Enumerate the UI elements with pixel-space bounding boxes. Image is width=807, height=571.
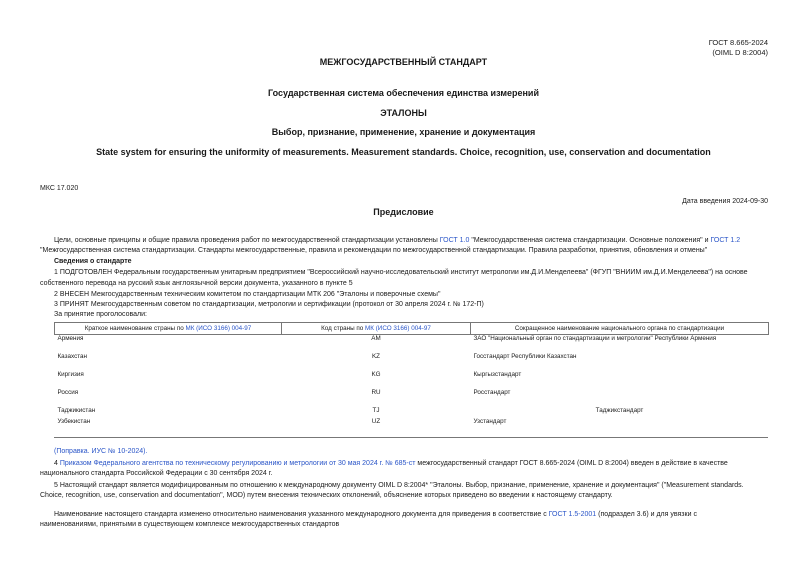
body-cell: Госстандарт Республики Казахстан (473, 353, 577, 360)
body-cell: Узстандарт (473, 418, 507, 425)
mks-code: МКС 17.020 (40, 185, 79, 192)
item2: 2 ВНЕСЕН Межгосударственным техническим комитетом по стандартизации МТК 206 "Эталоны и поверочные схемы" (54, 291, 441, 298)
main-title: МЕЖГОСУДАРСТВЕННЫЙ СТАНДАРТ (319, 57, 488, 67)
preface-goals-line1 (54, 236, 740, 246)
code-cell: AM (371, 335, 381, 342)
code-cell: RU (371, 389, 381, 396)
code-cell: TJ (372, 407, 380, 414)
country-cell: Киргизия (57, 371, 84, 378)
preface-title: Предисловие (373, 207, 434, 217)
order-link[interactable]: Приказом Федерального агентства по техническому регулированию и метрологии от 30 мая 2024 г. № 685-ст (59, 460, 416, 467)
amendment-link[interactable]: (Поправка. ИУС № 10-2024). (54, 448, 148, 455)
item5-line1: 5 Настоящий стандарт является модифицированным по отношению к международному документу OIML D 8:2004* "Эталоны. Выбор, признание, применение, хранение и документация" ("Measurement standards. (54, 482, 744, 489)
gost-1-2-link[interactable]: ГОСТ 1.2 (710, 237, 741, 244)
gost-1-0-link[interactable]: ГОСТ 1.0 (439, 237, 470, 244)
country-cell: Казахстан (57, 353, 88, 360)
item1-line2: собственного перевода на русский язык англоязычной версии документа, указанного в пункте 5 (40, 280, 353, 287)
item4-line1 (54, 459, 728, 469)
voting-countries-table (54, 322, 769, 429)
voted-label: За принятие проголосовали: (54, 311, 147, 318)
col-country-text: Краткое наименование страны по (84, 325, 186, 332)
mk-iso-link-2[interactable]: МК (ИСО 3166) 004-97 (365, 325, 431, 332)
country-cell: Россия (57, 389, 79, 396)
subtitle-ru: Выбор, признание, применение, хранение и документация (271, 127, 536, 137)
body-cell: Росстандарт (473, 389, 511, 396)
mk-iso-link-1[interactable]: МК (ИСО 3166) 004-97 (185, 325, 252, 332)
table-bottom-border (54, 437, 768, 438)
doc-oiml: (OIML D 8:2004) (712, 48, 768, 57)
subtitle-en: State system for ensuring the uniformity of measurements. Measurement standards. Choice, recognition, use, conservation and documentation (96, 147, 711, 157)
country-cell: Узбекистан (57, 418, 91, 425)
item3: 3 ПРИНЯТ Межгосударственным советом по стандартизации, метрологии и сертификации (протокол от 30 апреля 2024 г. № 172-П) (54, 301, 484, 308)
table-row (55, 371, 769, 389)
doc-number: ГОСТ 8.665-2024 (708, 38, 768, 47)
country-cell: Таджикистан (57, 407, 96, 414)
table-row (55, 389, 769, 407)
code-cell: KZ (371, 353, 381, 360)
item1-line1: 1 ПОДГОТОВЛЕН Федеральным государственным унитарным предприятием "Всероссийский научно-исследовательский институт метрологии им.Д.И.Менделеева" (ФГУП "ВНИИМ им.Д.И.Менделеева") на основе (54, 269, 748, 276)
preface-goals-line2: "Межгосударственная система стандартизации. Стандарты межгосударственные, правила и рекомендации по межгосударственной стандартизации. Правила разработки, принятия, обновления и отмены" (40, 247, 708, 254)
system-title: Государственная система обеспечения единства измерений (268, 88, 539, 98)
table-row (55, 335, 769, 354)
col-code-text: Код страны по (321, 325, 366, 332)
name-note-text-2: (подраздел 3.6) и для увязки с (596, 511, 697, 518)
about-standard-title: Сведения о стандарте (54, 258, 132, 265)
intro-date: Дата введения 2024-09-30 (682, 198, 768, 205)
subject-title: ЭТАЛОНЫ (380, 108, 427, 118)
name-note-line1 (54, 510, 697, 520)
gost-1-5-link[interactable]: ГОСТ 1.5-2001 (548, 511, 597, 518)
col-code-header (282, 323, 471, 335)
table-row (55, 353, 769, 371)
item4-text: межгосударственный стандарт ГОСТ 8.665-2024 (OIML D 8:2004) введен в действие в качестве (415, 460, 728, 467)
code-cell: KG (371, 371, 381, 378)
body-cell: Кыргызстандарт (473, 371, 522, 378)
body-cell: Таджикстандарт (595, 407, 644, 414)
table-row (55, 418, 769, 429)
table-row (55, 407, 769, 418)
item5-line2: Choice, recognition, use, conservation and documentation", MOD) путем внесения технических отклонений, объяснение которых приведено во введении к настоящему стандарту. (40, 492, 613, 499)
item4-number: 4 (54, 460, 60, 467)
col-country-header (55, 323, 282, 335)
code-cell: UZ (371, 418, 381, 425)
country-cell: Армения (57, 335, 84, 342)
col-body-header: Сокращенное наименование национального органа по стандартизации (471, 323, 769, 335)
goals-text: Цели, основные принципы и общие правила проведения работ по межгосударственной стандартизации установлены (54, 237, 440, 244)
name-note-text: Наименование настоящего стандарта изменено относительно наименования указанного международного документа для приведения в соответствие с (54, 511, 549, 518)
item4-line2: национального стандарта Российской Федерации с 30 сентября 2024 г. (40, 470, 273, 477)
document-id (709, 38, 768, 58)
goals-text-2: "Межгосударственная система стандартизации. Основные положения" и (469, 237, 711, 244)
name-note-line2: наименованиями, принятыми в существующем комплексе межгосударственных стандартов (40, 521, 340, 528)
body-cell: ЗАО "Национальный орган по стандартизации и метрологии" Республики Армения (473, 335, 717, 342)
